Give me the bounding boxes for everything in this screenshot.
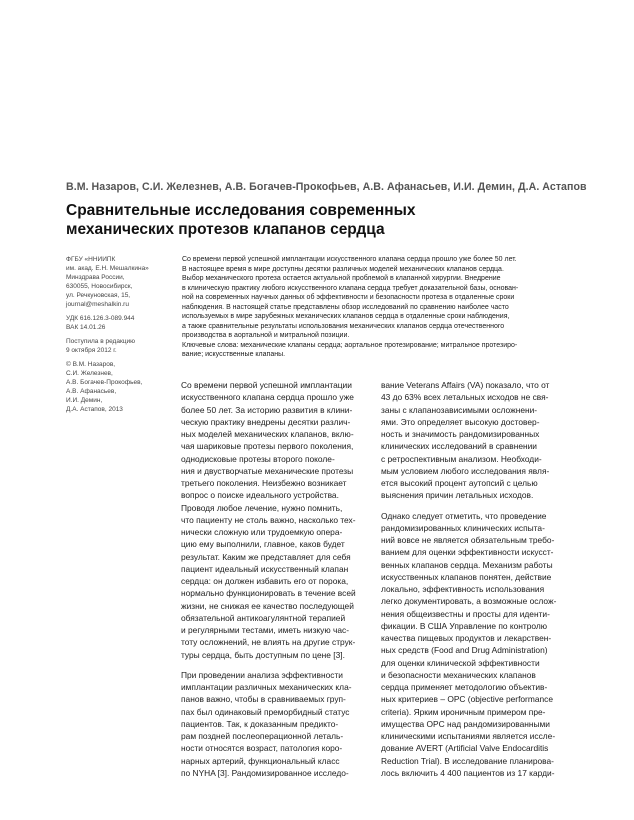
abstract-line: а также сравнительные результаты использования механических клапанов сердца отечественного bbox=[182, 322, 505, 330]
abstract-line: В настоящее время в мире доступны десятки различных моделей механических клапанов сердца. bbox=[182, 265, 504, 273]
text-line: более 50 лет. За историю развития в клини- bbox=[181, 404, 353, 415]
text-line: Однако следует отметить, что проведение bbox=[381, 510, 547, 521]
copyright-line: С.И. Железнев, bbox=[66, 370, 113, 377]
text-line: однодисковые протезы второго поколе- bbox=[181, 453, 335, 464]
copyright-line: Д.А. Астапов, 2013 bbox=[66, 406, 123, 413]
paragraph bbox=[181, 379, 369, 661]
text-line: панов важно, чтобы в сравниваемых груп- bbox=[181, 694, 346, 705]
text-line: ных средств (Food and Drug Administration) bbox=[381, 645, 548, 656]
body-column-left bbox=[181, 379, 369, 779]
author-list: В.М. Назаров, С.И. Железнев, А.В. Богачев-Прокофьев, А.В. Афанасьев, И.И. Демин, Д.А. Астапов bbox=[66, 181, 587, 193]
text-line: ями. Это определяет высокую достовер- bbox=[381, 416, 540, 427]
abstract-line: производства в аортальной и митральной позиции. bbox=[182, 332, 350, 339]
text-line: Проводя любое лечение, нужно помнить, bbox=[181, 502, 343, 513]
text-line: заны с клапанозависимыми осложнени- bbox=[381, 404, 538, 415]
paragraph bbox=[381, 510, 569, 780]
text-line: и безопасности механических клапанов bbox=[381, 669, 536, 680]
text-line: для оценки клинической эффективности bbox=[381, 657, 540, 668]
text-line: искусственного клапана сердца прошло уже bbox=[181, 392, 354, 403]
udc-code: УДК 616.126.3-089.944 bbox=[66, 315, 135, 322]
text-line: фикации. В США Управление по контролю bbox=[381, 620, 548, 631]
text-line: что пациенту не столь важно, насколько тех- bbox=[181, 514, 356, 525]
abstract-line: Со времени первой успешной имплантации искусственного клапана сердца прошло уже более 50 лет. bbox=[182, 256, 517, 263]
body-column-right bbox=[381, 379, 569, 779]
text-line: венных клапанов сердца. Механизм работы bbox=[381, 559, 553, 570]
copyright-line: А.В. Афанасьев, bbox=[66, 388, 117, 395]
text-line: рам поздней послеоперационной леталь- bbox=[181, 731, 344, 741]
text-line: пах был одинаковый преморбидный статус bbox=[181, 706, 350, 717]
text-line: ний вовсе не является обязательным требо- bbox=[381, 535, 555, 545]
text-line: локально, эффективность использования bbox=[381, 584, 545, 594]
copyright-line: И.И. Демин, bbox=[66, 397, 103, 404]
text-line: клиническими испытаниями является иссле- bbox=[381, 731, 556, 741]
text-line: лось включить 4 400 пациентов из 17 карди- bbox=[381, 767, 555, 778]
text-line: Reduction Trial). В исследование планирова- bbox=[381, 755, 554, 766]
copyright-notice bbox=[66, 360, 178, 414]
institution-address bbox=[66, 255, 178, 309]
text-line: ных критериев – OPC (objective performance bbox=[381, 694, 553, 705]
text-line: criteria). Ярким ироничным примером пре- bbox=[381, 706, 546, 717]
article-title bbox=[66, 202, 536, 239]
text-line: нически сложную или трудоемкую опера- bbox=[181, 527, 343, 537]
text-line: и регулярными тестами, иметь низкую час- bbox=[181, 625, 349, 635]
text-line: рандомизированных клинических испыта- bbox=[381, 522, 545, 533]
abstract-line: Выбор механического протеза остается актуальной проблемой в клапанной хирургии. Внедрение bbox=[182, 275, 501, 282]
text-line: сердца: он должен избавить его от порока, bbox=[181, 576, 349, 586]
text-line: Со времени первой успешной имплантации bbox=[181, 380, 352, 390]
text-line: цию ему выполнили, главное, каков будет bbox=[181, 539, 345, 550]
received-line: Поступила в редакцию bbox=[66, 338, 136, 345]
abstract-line: используемых в мире зарубежных механических клапанов сердца в отдаленные сроки наблюдения, bbox=[182, 313, 510, 320]
abstract-line: наблюдения. В настоящей статье представлены обзор исследований по сравнению наиболее часто bbox=[182, 303, 509, 311]
text-line: ванием для оценки эффективности искусст- bbox=[381, 547, 554, 558]
text-line: вание Veterans Affairs (VA) показало, что от bbox=[381, 380, 550, 390]
address-line: 630055, Новосибирск, bbox=[66, 283, 133, 290]
text-line: легко документировать, а возможные ослож- bbox=[381, 596, 557, 607]
abstract-line: ной на современных научных данных об эффективности и безопасности протеза в отдаленные сроки bbox=[182, 294, 515, 301]
keywords-line: Ключевые слова: механические клапаны сердца; аортальное протезирование; митральное протезиро- bbox=[182, 341, 518, 349]
text-line: нормально функционировать в течение всей bbox=[181, 588, 356, 599]
paragraph bbox=[381, 379, 569, 502]
copyright-line: А.В. Богачев-Прокофьев, bbox=[66, 379, 143, 386]
abstract bbox=[182, 255, 577, 360]
text-line: ется высокий процент аутопсий с целью bbox=[381, 478, 538, 488]
copyright-line: © В.М. Назаров, bbox=[66, 361, 116, 368]
text-line: ния и двустворчатые механические протезы bbox=[181, 465, 354, 476]
text-line: ность и значимость рандомизированных bbox=[381, 429, 540, 439]
text-line: сердца применяет методологию объектив- bbox=[381, 682, 548, 692]
text-line: При проведении анализа эффективности bbox=[181, 669, 343, 680]
text-line: мым условием любого исследования явля- bbox=[381, 465, 550, 476]
affiliation-sidebar bbox=[66, 255, 178, 414]
text-line: искусственных клапанов понятен, действие bbox=[381, 571, 552, 582]
text-line: вопрос о поиске идеального устройства. bbox=[181, 490, 339, 501]
text-line: качества пищевых продуктов и лекарствен- bbox=[381, 633, 552, 643]
address-line: ФГБУ «ННИИПК bbox=[66, 256, 116, 263]
text-line: нения общеизвестны и просты для иденти- bbox=[381, 608, 550, 619]
text-line: пациентов. Так, к доказанным предикто- bbox=[181, 718, 339, 729]
abstract-line: в клиническую практику любого искусственного клапана сердца требует доказательной базы, основан- bbox=[182, 284, 519, 292]
address-line: им. акад. Е.Н. Мешалкина» bbox=[66, 265, 149, 272]
text-line: ческую практику внедрены десятки различ- bbox=[181, 416, 351, 427]
text-line: жизни, не снижая ее качество последующей bbox=[181, 600, 354, 611]
text-line: нарных артерий, функциональный класс bbox=[181, 755, 340, 766]
text-line: имущества OPC над рандомизированными bbox=[381, 718, 550, 729]
text-line: обязательной антикоагулянтной терапией bbox=[181, 612, 346, 623]
address-line: ул. Речкуновская, 15, bbox=[66, 292, 131, 299]
title-line: Сравнительные исследования современных bbox=[66, 202, 416, 219]
received-line: 9 октября 2012 г. bbox=[66, 347, 117, 354]
text-line: ности относятся возраст, патология коро- bbox=[181, 743, 343, 754]
text-line: клинических исследований в сравнении bbox=[381, 441, 537, 452]
text-line: тоту осложнений, не влиять на другие струк- bbox=[181, 637, 356, 648]
title-line: механических протезов клапанов сердца bbox=[66, 220, 385, 238]
text-line: чая шариковые протезы первого поколения, bbox=[181, 441, 354, 452]
classification-codes bbox=[66, 314, 178, 332]
text-line: с ретроспективным анализом. Необходи- bbox=[381, 453, 542, 464]
email-link[interactable]: journal@meshalkin.ru bbox=[66, 301, 129, 308]
text-line: результат. Каким же представляет для себя bbox=[181, 551, 351, 562]
text-line: ных моделей механических клапанов, вклю- bbox=[181, 429, 354, 439]
text-line: имплантации различных механических кла- bbox=[181, 682, 352, 692]
keywords-line: вание; искусственные клапаны. bbox=[182, 351, 286, 358]
vak-code: ВАК 14.01.26 bbox=[66, 324, 106, 331]
text-line: по NYHA [3]. Рандомизированное исследо- bbox=[181, 767, 349, 778]
text-line: выяснения причин летальных исходов. bbox=[381, 490, 534, 501]
paragraph bbox=[181, 669, 369, 779]
text-line: пациент идеальный искусственный клапан bbox=[181, 563, 349, 574]
text-line: третьего поколения. Неизбежно возникает bbox=[181, 478, 347, 488]
text-line: 43 до 63% всех летальных исходов не свя- bbox=[381, 392, 549, 403]
address-line: Минздрава России, bbox=[66, 274, 125, 281]
received-date bbox=[66, 337, 178, 355]
text-line: дование AVERT (Artificial Valve Endocarditis bbox=[381, 743, 549, 754]
text-line: туры сердца, быть доступным по цене [3]. bbox=[181, 649, 345, 660]
